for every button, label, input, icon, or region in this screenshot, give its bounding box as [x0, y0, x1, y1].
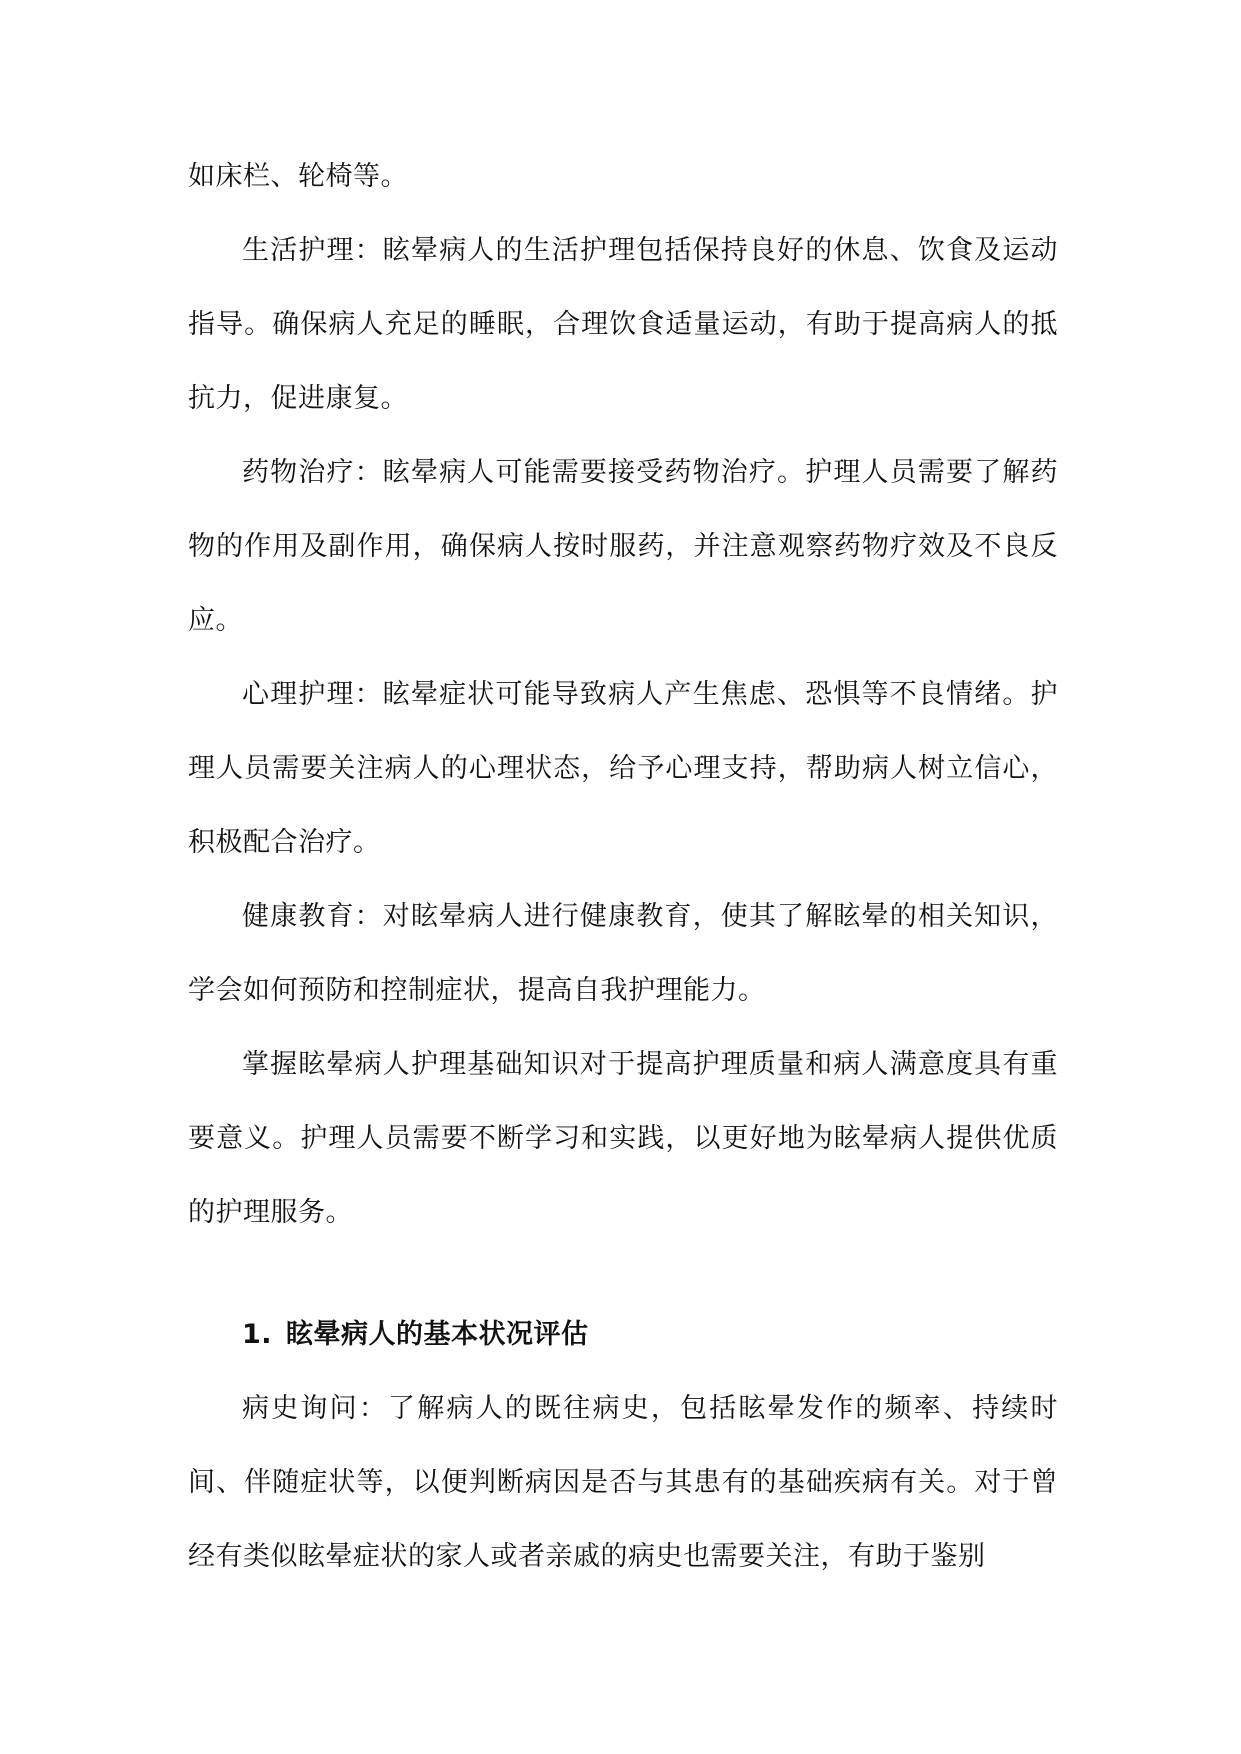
section-heading — [188, 1298, 1058, 1372]
paragraph-history-inquiry: 病史询问：了解病人的既往病史，包括眩晕发作的频率、持续时间、伴随症状等，以便判断病因是否与其患有的基础疾病有关。对于曾经有类似眩晕症状的家人或者亲戚的病史也需要关注，有助于鉴别 — [188, 1393, 1058, 1572]
paragraph-health-education: 健康教育：对眩晕病人进行健康教育，使其了解眩晕的相关知识，学会如何预防和控制症状，提高自我护理能力。 — [188, 901, 1058, 1006]
paragraph-psychological-care: 心理护理：眩晕症状可能导致病人产生焦虑、恐惧等不良情绪。护理人员需要关注病人的心理状态，给予心理支持，帮助病人树立信心，积极配合治疗。 — [188, 679, 1058, 858]
paragraph-daily-care: 生活护理：眩晕病人的生活护理包括保持良好的休息、饮食及运动指导。确保病人充足的睡眠，合理饮食适量运动，有助于提高病人的抵抗力，促进康复。 — [188, 235, 1058, 414]
document-body — [188, 140, 1058, 1594]
paragraph-medication: 药物治疗：眩晕病人可能需要接受药物治疗。护理人员需要了解药物的作用及副作用，确保病人按时服药，并注意观察药物疗效及不良反应。 — [188, 457, 1058, 636]
section-title: 眩晕病人的基本状况评估 — [286, 1319, 589, 1350]
section-number: 1. — [242, 1319, 273, 1350]
paragraph-continuation: 如床栏、轮椅等。 — [188, 161, 408, 192]
paragraph-summary: 掌握眩晕病人护理基础知识对于提高护理质量和病人满意度具有重要意义。护理人员需要不断学习和实践，以更好地为眩晕病人提供优质的护理服务。 — [188, 1049, 1058, 1228]
